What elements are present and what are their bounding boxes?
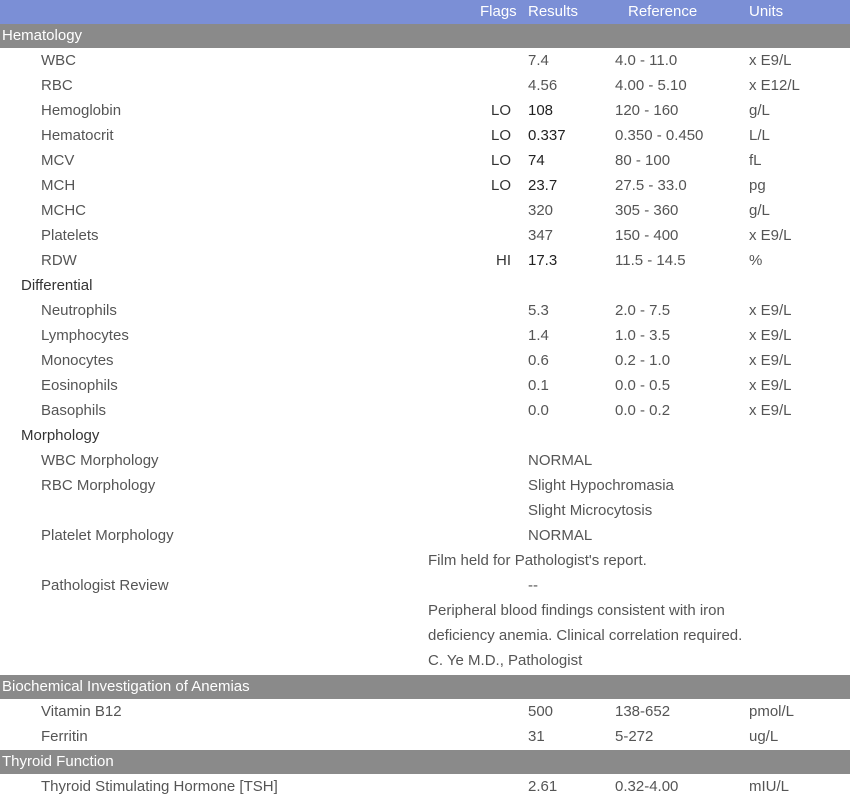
result: 23.7 [528,177,558,194]
test-name: Monocytes [41,352,114,369]
flag: LO [490,127,511,144]
table-row [0,99,850,124]
test-name: Ferritin [41,728,88,745]
signature: C. Ye M.D., Pathologist [428,652,583,669]
comment: Peripheral blood findings consistent with iron [428,602,725,619]
flag: HI [496,252,511,269]
reference: 150 - 400 [615,227,679,244]
table-row [0,524,850,549]
test-name: Pathologist Review [41,577,169,594]
table-row [0,374,850,399]
subsection-morphology [0,424,850,449]
unit: pmol/L [749,703,795,720]
comment: Film held for Pathologist's report. [428,552,647,569]
section-biochemical [0,675,850,699]
test-name: Basophils [41,402,107,419]
table-row [0,224,850,249]
section-title: Thyroid Function [2,753,114,770]
test-name: Lymphocytes [41,327,129,344]
table-header [0,0,850,24]
test-name: RBC Morphology [41,477,156,494]
unit: x E9/L [749,327,792,344]
result: 108 [528,102,554,119]
unit: g/L [749,202,770,219]
result: 17.3 [528,252,558,269]
test-name: Thyroid Stimulating Hormone [TSH] [41,778,278,795]
table-row [0,124,850,149]
unit: x E9/L [749,227,792,244]
table-row [0,474,850,499]
result: 31 [528,728,545,745]
table-row [0,775,850,800]
table-row [0,499,850,524]
test-name: Hemoglobin [41,102,122,119]
section-title: Hematology [2,27,83,44]
reference: 0.0 - 0.5 [615,377,671,394]
table-row [0,249,850,274]
result: 0.6 [528,352,549,369]
unit: g/L [749,102,770,119]
test-name: WBC [41,52,76,69]
result: NORMAL [528,452,593,469]
table-row [0,449,850,474]
result: 4.56 [528,77,558,94]
reference-header: Reference [628,3,698,20]
unit: mIU/L [749,778,790,795]
unit: ug/L [749,728,779,745]
unit: x E9/L [749,377,792,394]
table-row [0,399,850,424]
subsection-title: Differential [21,277,93,294]
result: 5.3 [528,302,549,319]
reference: 1.0 - 3.5 [615,327,671,344]
reference: 11.5 - 14.5 [615,252,686,269]
result: -- [528,577,538,594]
units-header: Units [749,3,784,20]
unit: % [749,252,763,269]
reference: 305 - 360 [615,202,679,219]
result: 500 [528,703,554,720]
table-row [0,199,850,224]
reference: 2.0 - 7.5 [615,302,671,319]
result: 2.61 [528,778,558,795]
table-row [0,324,850,349]
reference: 80 - 100 [615,152,671,169]
reference: 27.5 - 33.0 [615,177,687,194]
table-row [0,349,850,374]
table-row [0,149,850,174]
section-thyroid [0,750,850,774]
flag: LO [490,102,511,119]
table-row [0,574,850,599]
unit: x E12/L [749,77,800,94]
reference: 138-652 [615,703,671,720]
test-name: MCV [41,152,75,169]
table-row [0,725,850,750]
table-row [0,49,850,74]
unit: x E9/L [749,402,792,419]
table-row [0,174,850,199]
result: 0.0 [528,402,549,419]
result: 347 [528,227,554,244]
unit: fL [749,152,762,169]
test-name: MCH [41,177,76,194]
test-name: RBC [41,77,73,94]
reference: 0.350 - 0.450 [615,127,704,144]
comment: deficiency anemia. Clinical correlation required. [428,627,743,644]
table-row [0,299,850,324]
result: Slight Hypochromasia [528,477,674,494]
results-header: Results [528,3,579,20]
result: 74 [528,152,545,169]
test-name: Hematocrit [41,127,114,144]
reference: 0.0 - 0.2 [615,402,671,419]
reference: 5-272 [615,728,654,745]
table-row [0,74,850,99]
unit: x E9/L [749,302,792,319]
test-name: Vitamin B12 [41,703,122,720]
test-name: Neutrophils [41,302,117,319]
flag: LO [490,152,511,169]
comment-row [0,624,850,649]
result: Slight Microcytosis [528,502,653,519]
test-name: Platelets [41,227,99,244]
section-hematology [0,24,850,48]
flag: LO [490,177,511,194]
test-name: RDW [41,252,77,269]
result: 0.337 [528,127,566,144]
result: 0.1 [528,377,549,394]
reference: 0.32-4.00 [615,778,679,795]
result: 1.4 [528,327,549,344]
unit: L/L [749,127,770,144]
unit: x E9/L [749,352,792,369]
result: 320 [528,202,554,219]
unit: x E9/L [749,52,792,69]
flags-header: Flags [480,3,517,20]
reference: 4.00 - 5.10 [615,77,687,94]
reference: 0.2 - 1.0 [615,352,671,369]
comment-row [0,549,850,574]
table-row [0,700,850,725]
subsection-title: Morphology [21,427,100,444]
reference: 120 - 160 [615,102,679,119]
test-name: Eosinophils [41,377,118,394]
test-name: Platelet Morphology [41,527,174,544]
result: NORMAL [528,527,593,544]
test-name: WBC Morphology [41,452,159,469]
reference: 4.0 - 11.0 [615,52,678,69]
comment-row [0,649,850,674]
section-title: Biochemical Investigation of Anemias [2,678,250,695]
subsection-differential [0,274,850,299]
unit: pg [749,177,766,194]
result: 7.4 [528,52,549,69]
comment-row [0,599,850,624]
test-name: MCHC [41,202,86,219]
